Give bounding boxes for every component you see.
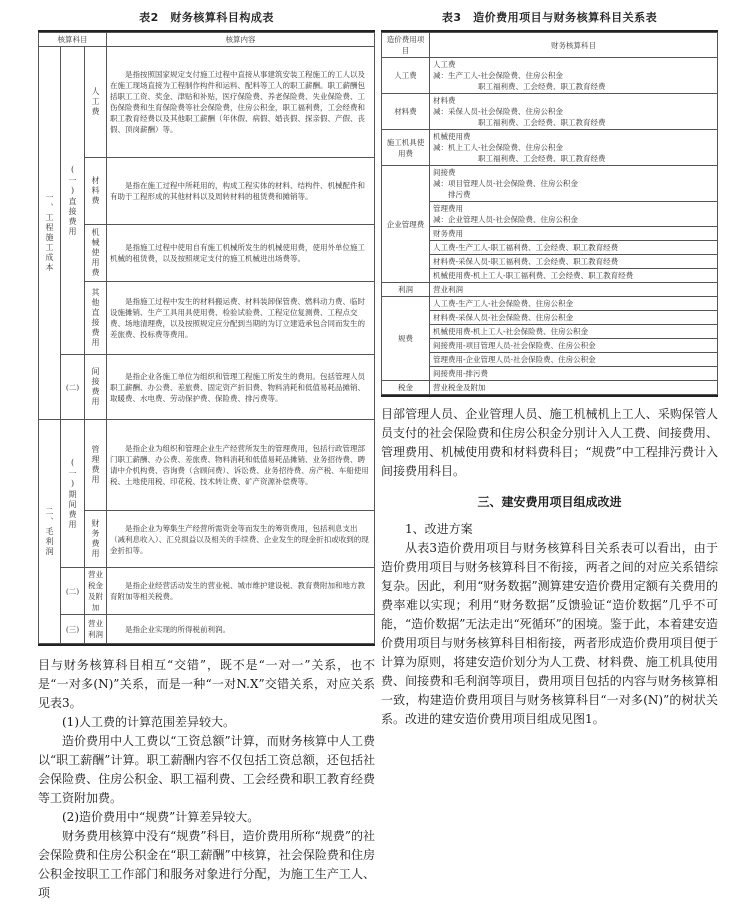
table3-cell <box>430 94 718 130</box>
paragraph: (1)人工费的计算范围差异较大。 <box>62 715 235 729</box>
table-row <box>39 282 375 355</box>
table-row <box>39 615 375 644</box>
table3-header-row <box>382 33 718 58</box>
table2-row-content: 是指在施工过程中所耗用的，构成工程实体的材料、结构件、机械配件和有助于工程形成的其他材料以及周转材料的租赁费和摊销等。 <box>107 158 375 225</box>
table3-cell: 机械使用费-机上工人-职工福利费、工会经费、职工教育经费 <box>430 269 718 283</box>
cell-line: 减：项目管理人员-社会保险费、住房公积金 <box>433 179 579 188</box>
table2-row-content: 是指企业为筹集生产经营所需资金等而发生的筹资费用，包括利息支出（减利息收入）、汇兑损益以及相关的手续费、企业发生的现金折扣或收到的现金折扣等。 <box>107 511 375 568</box>
table2-group2-label: 二、毛利润 <box>39 420 61 644</box>
table-row <box>382 227 718 241</box>
table-row <box>382 339 718 353</box>
cell-line: 减：机上工人-社会保险费、住房公积金 <box>433 143 564 152</box>
table3-item: 施工机具使用费 <box>382 130 430 166</box>
left-body-text <box>38 656 375 903</box>
cell-line: 减：企业管理人员-社会保险费、住房公积金 <box>433 215 579 224</box>
table3-header-item: 造价费用项目 <box>382 33 430 58</box>
cell-line: 间接费 <box>433 168 456 177</box>
cell-line: 管理费用 <box>433 204 463 213</box>
table-row <box>39 568 375 615</box>
table3-cell <box>430 130 718 166</box>
table-row <box>382 58 718 94</box>
table2-row-content: 是指企业为组织和管理企业生产经营所发生的管理费用，包括行政管理部门职工薪酬、办公费、差旅费、物料消耗和低值易耗品摊销、业务招待费、聘请中介机构费、咨询费（含顾问费）、诉讼费、业务招待费、房产税、车船使用税、土地使用税、印花税、技术转让费、矿产资源补偿费等。 <box>107 420 375 511</box>
table2-row-content: 是指按照国家规定支付施工过程中直接从事建筑安装工程施工的工人以及在施工现场直接为工程制作构件和运料、配料等工人的职工薪酬。职工薪酬包括职工工资、奖金、津贴和补贴，医疗保险费、养老保险费、失业保险费、工伤保险费和生育保险费等社会保险费，住房公积金，职工福利费，工会经费和职工教育经费以及其他职工薪酬（年休假、病假、婚丧假、探亲假、产假、丧假、顶岗薪酬）等。 <box>107 47 375 158</box>
table-row <box>382 130 718 166</box>
table2-group2-sub2-label: (二) <box>61 568 85 615</box>
table-row <box>382 283 718 297</box>
table-row <box>382 381 718 395</box>
table2-group1-sub1-label: (一)直接费用 <box>61 47 85 355</box>
table3-item: 材料费 <box>382 94 430 130</box>
table2-row-content: 是指施工过程中发生的材料搬运费、材料装卸保管费、燃料动力费、临时设施摊销、生产工具用具使用费、检验试验费、工程定位复测费、工程点交费、场地清理费，以及按照规定应分配到当期的为订立建造承包合同而发生的差旅费、投标费等费用。 <box>107 282 375 355</box>
table-row <box>39 225 375 282</box>
table3-item: 人工费 <box>382 58 430 94</box>
paragraph: 从表3造价费用项目与财务核算科目关系表可以看出，由于造价费用项目与财务核算科目不衔接，两者之间的对应关系错综复杂。因此，利用“财务数据”测算建安造价费用定额有关费用的费率难以实现；利用“财务数据”反馈验证“造价数据”几乎不可能，“造价数据”无法走出“死循环”的困境。鉴于此，本着建安造价费用项目与财务核算科目相衔接，两者形成造价费用项目便于计算为原则，将建安造价划分为人工费、材料费、施工机具使用费、间接费和毛利润等项目，费用项目包括的内容与财务核算相一致，构建造价费用项目与财务核算科目“一对多(N)”的树状关系。改进的建安造价费用项目组成见图1。 <box>381 541 718 726</box>
table-row <box>382 297 718 311</box>
table-row <box>382 353 718 367</box>
table3-caption: 表3 造价费用项目与财务核算科目关系表 <box>441 11 658 24</box>
table-row <box>39 47 375 158</box>
table2-row-name: 材料费 <box>85 158 107 225</box>
table2-row-name: 营业税金及附加 <box>85 568 107 615</box>
table3-cell: 营业税金及附加 <box>430 381 718 395</box>
table3-cell: 间接费用-项目管理人员-社会保险费、住房公积金 <box>430 339 718 353</box>
table-row <box>382 325 718 339</box>
table3-cell <box>430 166 718 202</box>
table2-group1-label: 一、工程施工成本 <box>39 47 61 420</box>
table-row <box>39 511 375 568</box>
table3-item: 利润 <box>382 283 430 297</box>
table3-cell: 人工费-生产工人-职工福利费、工会经费、职工教育经费 <box>430 241 718 255</box>
table3-item: 企业管理费 <box>382 166 430 283</box>
right-column <box>381 0 718 729</box>
table3-cell <box>430 202 718 227</box>
table2-row-content: 是指企业各施工单位为组织和管理工程施工所发生的费用。包括管理人员职工薪酬、办公费、差旅费、固定资产折旧费、物料消耗和低值易耗品摊销、取暖费、水电费、劳动保护费、保险费、排污费等。 <box>107 355 375 420</box>
cell-line: 排污费 <box>433 190 471 199</box>
cell-line: 人工费 <box>433 60 456 69</box>
section-title: 三、建安费用项目组成改进 <box>477 495 622 509</box>
left-column <box>38 0 375 903</box>
table3-cell: 人工费-生产工人-社会保险费、住房公积金 <box>430 297 718 311</box>
paragraph: (2)造价费用中“规费”计算差异较大。 <box>62 810 260 824</box>
cell-line: 减：采保人员-社会保险费、住房公积金 <box>433 107 564 116</box>
table2-row-name: 财务费用 <box>85 511 107 568</box>
table-row <box>382 255 718 269</box>
table3-cell: 材料费-采保人员-社会保险费、住房公积金 <box>430 311 718 325</box>
table-row <box>382 241 718 255</box>
table3-item: 税金 <box>382 381 430 395</box>
cell-line: 材料费 <box>433 96 456 105</box>
table-row <box>39 158 375 225</box>
table-row <box>39 355 375 420</box>
table2-row-content: 是指施工过程中使用自有施工机械所发生的机械使用费，使用外单位施工机械的租赁费，以及按照规定支付的施工机械进出场费等。 <box>107 225 375 282</box>
table2-row-name: 人工费 <box>85 47 107 158</box>
table3-item: 规费 <box>382 297 430 381</box>
table3-cell: 材料费-采保人员-职工福利费、工会经费、职工教育经费 <box>430 255 718 269</box>
cell-line: 机械使用费 <box>433 132 471 141</box>
table2-row-name: 管理费用 <box>85 420 107 511</box>
table2-caption: 表2 财务核算科目构成表 <box>139 11 274 24</box>
table3-cell <box>430 58 718 94</box>
table3-cell: 间接费用-排污费 <box>430 367 718 381</box>
table2-header-subject: 核算科目 <box>39 33 107 47</box>
table2-row-content: 是指企业经营活动发生的营业税、城市维护建设税、教育费附加和地方教育附加等相关税费。 <box>107 568 375 615</box>
table3-header-subject: 财务核算科目 <box>430 33 718 58</box>
table2-header-row <box>39 33 375 47</box>
table2 <box>38 30 375 646</box>
table-row <box>39 420 375 511</box>
paragraph: 财务费用核算中没有“规费”科目，造价费用所称“规费”的社会保险费和住房公积金在“职工薪酬”中核算，社会保险费和住房公积金按职工工作部门和服务对象进行分配，为施工生产工人、项 <box>38 829 375 900</box>
table-row <box>382 202 718 227</box>
table-row <box>382 269 718 283</box>
subsection-title: 1、改进方案 <box>405 522 473 536</box>
cell-line: 职工福利费、工会经费、职工教育经费 <box>433 154 606 163</box>
table2-row-name: 机械使用费 <box>85 225 107 282</box>
table-row <box>382 94 718 130</box>
cell-line: 减：生产工人-社会保险费、住房公积金 <box>433 71 564 80</box>
table2-row-content: 是指企业实现的所得税前利润。 <box>107 615 375 644</box>
table-row <box>382 311 718 325</box>
paragraph: 造价费用中人工费以“工资总额”计算，而财务核算中人工费以“职工薪酬”计算。职工薪酬内容不仅包括工资总额，还包括社会保险费、住房公积金、职工福利费、工会经费和职工教育经费等工资附加费。 <box>38 734 375 805</box>
table2-group1-sub2-label: (二) <box>61 355 85 420</box>
table2-header-content: 核算内容 <box>107 33 375 47</box>
table-row <box>382 367 718 381</box>
table2-row-name: 其他直接费用 <box>85 282 107 355</box>
paragraph: 目部管理人员、企业管理人员、施工机械机上工人、采购保管人员支付的社会保险费和住房公积金分别计入人工费、间接费用、管理费用、机械使用费和材料费科目；“规费”中工程排污费计入间接费用科目。 <box>381 407 718 478</box>
right-body-text <box>381 405 718 729</box>
cell-line: 职工福利费、工会经费、职工教育经费 <box>433 82 606 91</box>
cell-line: 职工福利费、工会经费、职工教育经费 <box>433 118 606 127</box>
table3-cell: 财务费用 <box>430 227 718 241</box>
paragraph: 目与财务核算科目相互“交错”，既不是“一对一”关系，也不是“一对多(N)”关系，而是一种“一对N.X”交错关系，对应关系见表3。 <box>38 658 375 710</box>
table2-group2-sub3-label: (三) <box>61 615 85 644</box>
table2-row-name: 营业利润 <box>85 615 107 644</box>
table2-group2-sub1-label: (一)期间费用 <box>61 420 85 568</box>
table3 <box>381 30 718 397</box>
table2-row-name: 间接费用 <box>85 355 107 420</box>
table3-cell: 营业利润 <box>430 283 718 297</box>
table3-cell: 机械使用费-机上工人-社会保险费、住房公积金 <box>430 325 718 339</box>
table3-cell: 管理费用-企业管理人员-社会保险费、住房公积金 <box>430 353 718 367</box>
table-row <box>382 166 718 202</box>
